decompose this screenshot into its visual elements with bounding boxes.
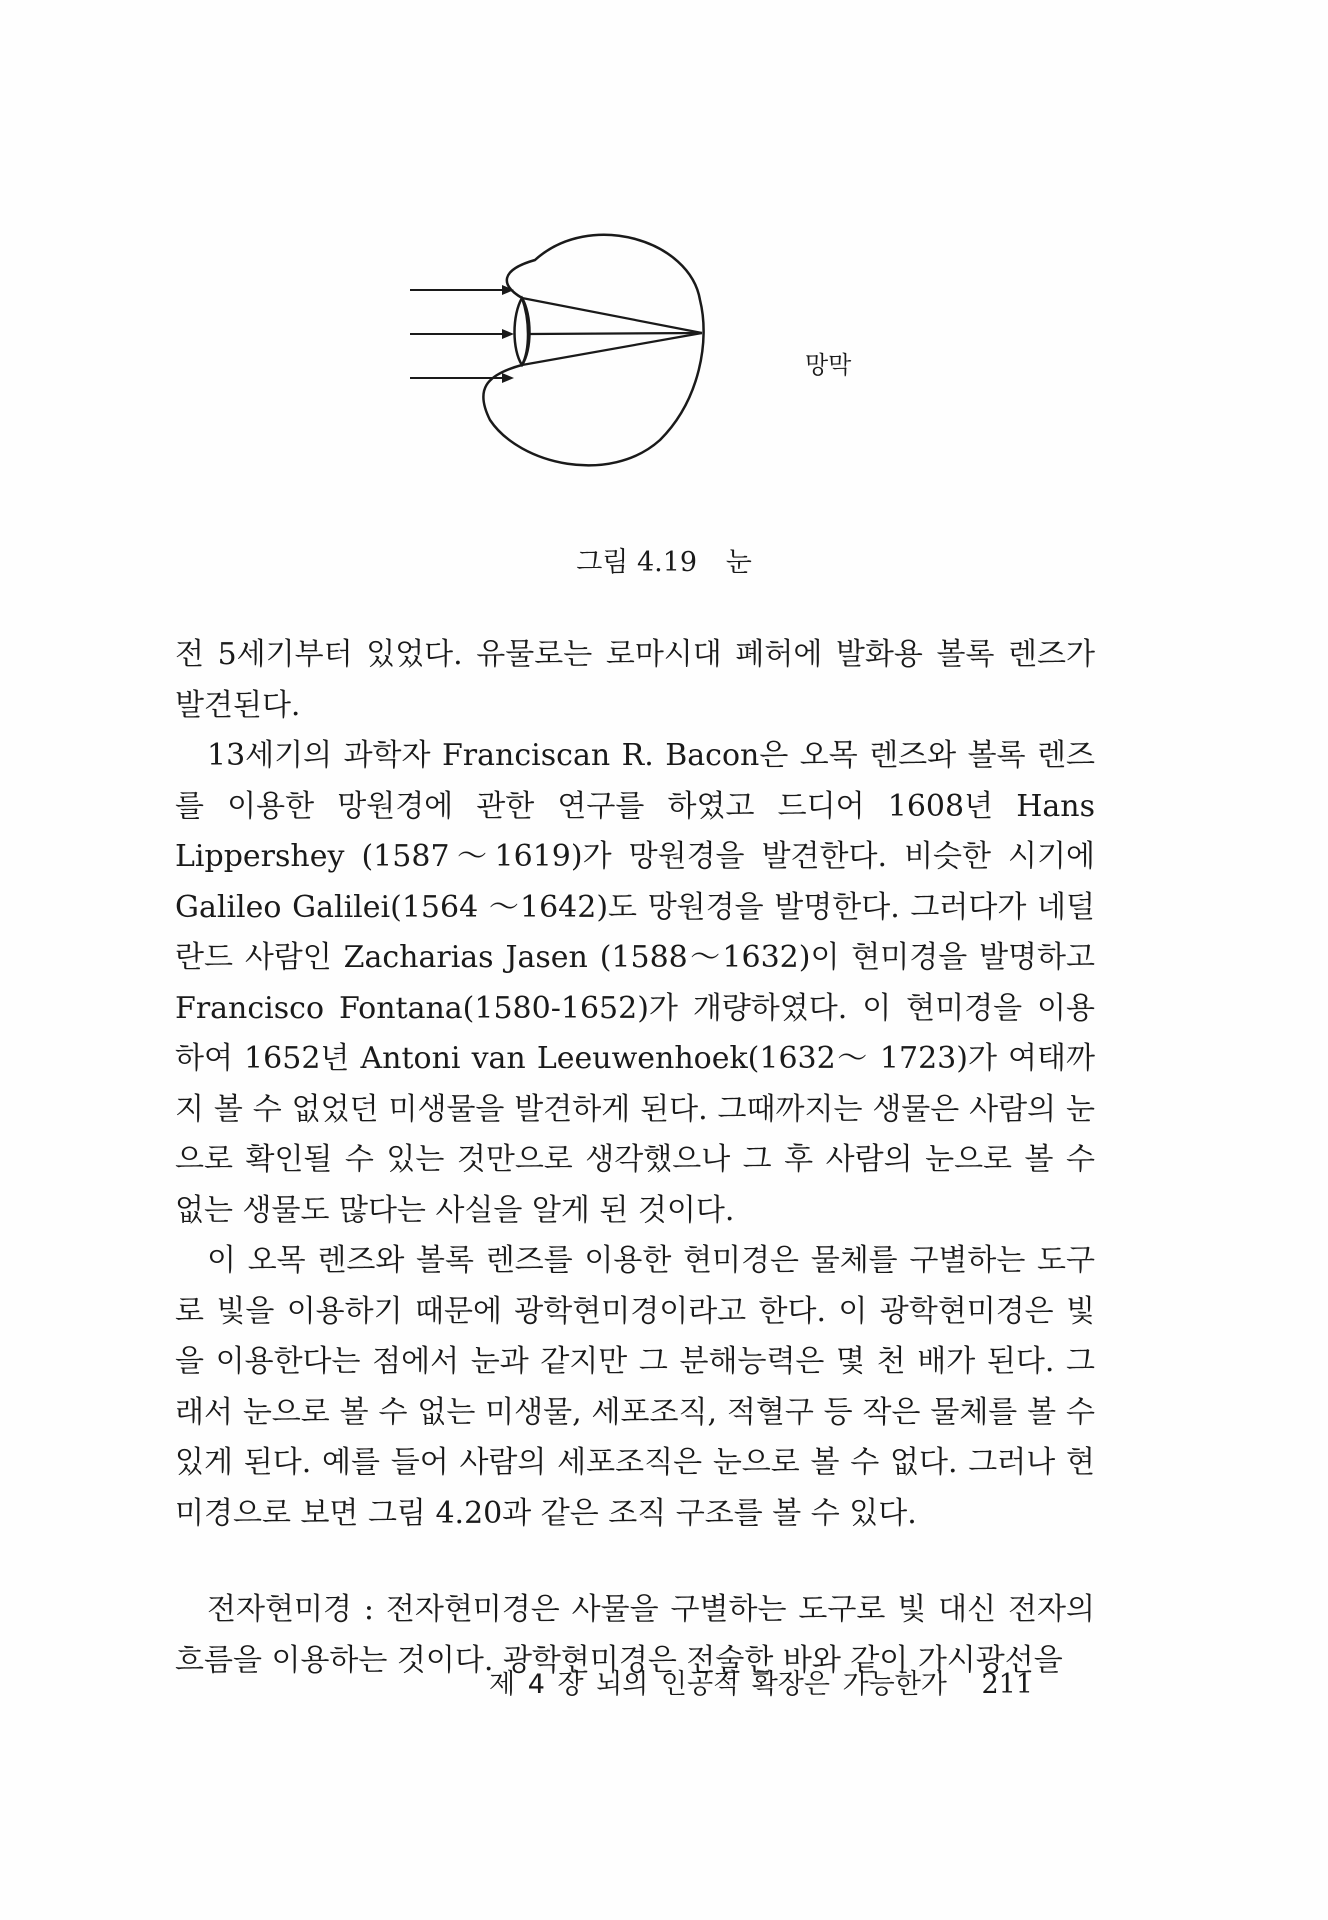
figure-number: 그림 4.19 <box>576 547 698 578</box>
paragraph-electron-microscope: 전자현미경 : 전자현미경은 사물을 구별하는 도구로 빛 대신 전자의 흐름을 이용하는 것이다. 광학현미경은 전술한 바와 같이 가시광선을 <box>175 1592 1095 1678</box>
paragraph-1: 전 5세기부터 있었다. 유물로는 로마시대 폐허에 발화용 볼록 렌즈가 발견된다. <box>175 637 1095 723</box>
eye-illustration <box>390 230 910 560</box>
chapter-title: 제 4 장 뇌의 인공적 확장은 가능한가 <box>489 1669 947 1700</box>
paragraph-3: 이 오목 렌즈와 볼록 렌즈를 이용한 현미경은 물체를 구별하는 도구로 빛을 이용하기 때문에 광학현미경이라고 한다. 이 광학현미경은 빛을 이용한다는 점에서 눈과 같지만 그 분해능력은 몇 천 배가 된다. 그래서 눈으로 볼 수 없는 미생물, 세포조직, 적혈구 등 작은 물체를 볼 수 있게 된다. 예를 들어 사람의 세포조직은 눈으로 볼 수 없다. 그러나 현미경으로 보면 그림 4.20과 같은 조직 구조를 볼 수 있다. <box>175 1243 1095 1531</box>
eye-diagram <box>390 230 910 560</box>
body-text <box>175 630 1095 1686</box>
figure-caption <box>0 540 1328 579</box>
running-footer <box>489 1662 1033 1701</box>
retina-label: 망막 <box>805 351 852 379</box>
incoming-light-arrows <box>410 285 514 383</box>
paragraph-2: 13세기의 과학자 Franciscan R. Bacon은 오목 렌즈와 볼록 렌즈를 이용한 망원경에 관한 연구를 하였고 드디어 1608년 Hans Lippershey (1587～1619)가 망원경을 발견한다. 비슷한 시기에 Galileo Galilei(1564 ～1642)도 망원경을 발명한다. 그러다가 네덜란드 사람인 Zacharias Jasen (1588～1632)이 현미경을 발명하고 Francisco Fontana(1580-1652)가 개량하였다. 이 현미경을 이용하여 1652년 Antoni van Leeuwenhoek(1632～ 1723)가 여태까지 볼 수 없었던 미생물을 발견하게 된다. 그때까지는 생물은 사람의 눈으로 확인될 수 있는 것만으로 생각했으나 그 후 사람의 눈으로 볼 수 없는 생물도 많다는 사실을 알게 된 것이다. <box>175 738 1095 1228</box>
page-number: 211 <box>981 1669 1033 1700</box>
figure-title: 눈 <box>725 547 752 578</box>
